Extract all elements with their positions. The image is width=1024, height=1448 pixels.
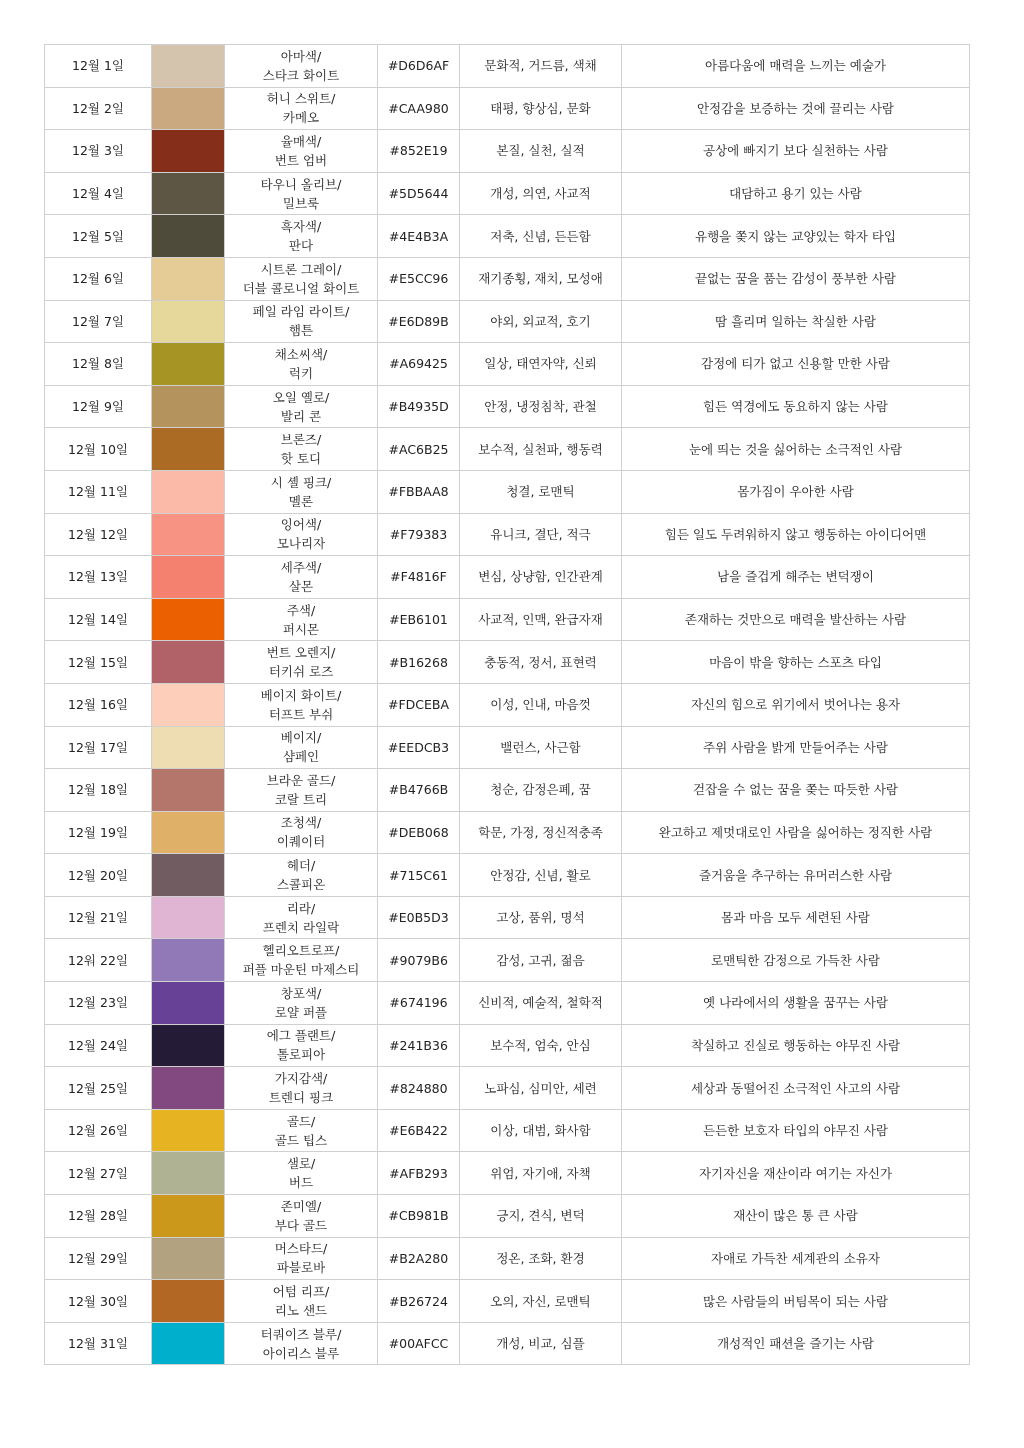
color-swatch	[152, 385, 225, 428]
keywords-cell: 보수적, 실천파, 행동력	[460, 428, 622, 471]
color-name-cell	[225, 939, 378, 982]
color-name-primary: 시 셸 핑크/	[270, 474, 332, 490]
date-cell: 12월 28일	[45, 1195, 152, 1238]
color-name-secondary: 살몬	[288, 578, 314, 594]
color-name-primary: 가지감색/	[274, 1071, 328, 1087]
color-name-cell	[225, 726, 378, 769]
hex-code-cell: #E6D89B	[378, 300, 460, 343]
color-name-cell	[225, 1024, 378, 1067]
color-name-cell	[225, 513, 378, 556]
color-name-secondary: 부다 골드	[274, 1217, 328, 1233]
color-swatch	[152, 1280, 225, 1323]
color-swatch	[152, 172, 225, 215]
color-name-cell	[225, 683, 378, 726]
date-cell: 12월 14일	[45, 598, 152, 641]
table-row	[45, 1195, 970, 1238]
keywords-cell: 고상, 품위, 명석	[460, 896, 622, 939]
keywords-cell: 청순, 감정은폐, 꿈	[460, 769, 622, 812]
description-cell: 세상과 동떨어진 소극적인 사고의 사람	[622, 1067, 970, 1110]
table-row	[45, 45, 970, 88]
table-row	[45, 172, 970, 215]
table-row	[45, 896, 970, 939]
hex-code-cell: #B16268	[378, 641, 460, 684]
date-cell: 12월 8일	[45, 343, 152, 386]
table-row	[45, 769, 970, 812]
color-swatch	[152, 1067, 225, 1110]
color-name-primary: 주색/	[286, 602, 316, 618]
hex-code-cell: #FBBAA8	[378, 470, 460, 513]
keywords-cell: 정온, 조화, 환경	[460, 1237, 622, 1280]
color-name-cell	[225, 300, 378, 343]
table-row	[45, 1280, 970, 1323]
table-row	[45, 1237, 970, 1280]
color-name-cell	[225, 172, 378, 215]
color-swatch	[152, 257, 225, 300]
date-cell: 12월 30일	[45, 1280, 152, 1323]
color-name-secondary: 스콜피온	[276, 877, 326, 893]
table-row	[45, 343, 970, 386]
table-row	[45, 87, 970, 130]
color-swatch	[152, 1322, 225, 1365]
color-swatch	[152, 896, 225, 939]
color-name-primary: 아마색/	[280, 48, 322, 64]
color-name-secondary: 카메오	[282, 110, 320, 126]
keywords-cell: 개성, 비교, 심플	[460, 1322, 622, 1365]
hex-code-cell: #B4766B	[378, 769, 460, 812]
description-cell: 든든한 보호자 타입의 야무진 사람	[622, 1109, 970, 1152]
date-cell: 12월 15일	[45, 641, 152, 684]
date-cell: 12월 3일	[45, 130, 152, 173]
table-row	[45, 257, 970, 300]
color-name-secondary: 이퀘이터	[276, 834, 326, 850]
color-name-primary: 터쿼이즈 블루/	[260, 1326, 342, 1342]
hex-code-cell: #00AFCC	[378, 1322, 460, 1365]
color-name-primary: 베이지/	[280, 730, 322, 746]
date-cell: 12월 13일	[45, 556, 152, 599]
description-cell: 아름다움에 매력을 느끼는 예술가	[622, 45, 970, 88]
date-cell: 12월 31일	[45, 1322, 152, 1365]
color-name-primary: 창포색/	[280, 985, 322, 1001]
description-cell: 즐거움을 추구하는 유머러스한 사람	[622, 854, 970, 897]
color-name-primary: 페일 라임 라이트/	[252, 304, 350, 320]
color-name-cell	[225, 982, 378, 1025]
keywords-cell: 개성, 의연, 사교적	[460, 172, 622, 215]
table-row	[45, 1152, 970, 1195]
color-swatch	[152, 939, 225, 982]
color-name-cell	[225, 854, 378, 897]
keywords-cell: 이성, 인내, 마음껏	[460, 683, 622, 726]
keywords-cell: 긍지, 견식, 변덕	[460, 1195, 622, 1238]
keywords-cell: 보수적, 엄숙, 안심	[460, 1024, 622, 1067]
color-name-secondary: 로얄 퍼플	[274, 1004, 328, 1020]
color-name-secondary: 파블로바	[276, 1260, 326, 1276]
color-name-cell	[225, 1152, 378, 1195]
color-name-cell	[225, 1237, 378, 1280]
color-name-cell	[225, 385, 378, 428]
color-name-cell	[225, 811, 378, 854]
keywords-cell: 오의, 자신, 로맨틱	[460, 1280, 622, 1323]
keywords-cell: 노파심, 심미안, 세련	[460, 1067, 622, 1110]
color-name-cell	[225, 257, 378, 300]
date-cell: 12월 26일	[45, 1109, 152, 1152]
description-cell: 마음이 밖을 향하는 스포츠 타입	[622, 641, 970, 684]
date-cell: 12월 17일	[45, 726, 152, 769]
hex-code-cell: #4E4B3A	[378, 215, 460, 258]
table-row	[45, 300, 970, 343]
table-row	[45, 1322, 970, 1365]
color-swatch	[152, 470, 225, 513]
hex-code-cell: #B4935D	[378, 385, 460, 428]
color-name-secondary: 스타크 화이트	[262, 67, 340, 83]
date-cell: 12월 25일	[45, 1067, 152, 1110]
color-name-secondary: 터키쉬 로즈	[268, 664, 334, 680]
keywords-cell: 저축, 신념, 든든함	[460, 215, 622, 258]
hex-code-cell: #A69425	[378, 343, 460, 386]
color-name-cell	[225, 641, 378, 684]
description-cell: 땀 흘리며 일하는 착실한 사람	[622, 300, 970, 343]
table-row	[45, 854, 970, 897]
color-name-primary: 헤더/	[286, 858, 316, 874]
description-cell: 주위 사람을 밝게 만들어주는 사람	[622, 726, 970, 769]
date-cell: 12월 6일	[45, 257, 152, 300]
description-cell: 감정에 티가 없고 신용할 만한 사람	[622, 343, 970, 386]
table-row	[45, 385, 970, 428]
description-cell: 착실하고 진실로 행동하는 야무진 사람	[622, 1024, 970, 1067]
color-name-primary: 베이지 화이트/	[260, 687, 342, 703]
keywords-cell: 문화적, 거드름, 색채	[460, 45, 622, 88]
color-name-primary: 세주색/	[280, 559, 322, 575]
table-row	[45, 598, 970, 641]
description-cell: 완고하고 제멋대로인 사람을 싫어하는 정직한 사람	[622, 811, 970, 854]
color-name-secondary: 퍼플 마운틴 마제스티	[242, 962, 360, 978]
color-name-primary: 번트 오렌지/	[266, 645, 336, 661]
description-cell: 힘든 일도 두려워하지 않고 행동하는 아이디어맨	[622, 513, 970, 556]
color-name-secondary: 판다	[288, 238, 314, 254]
color-name-secondary: 럭키	[288, 365, 314, 381]
hex-code-cell: #241B36	[378, 1024, 460, 1067]
date-cell: 12월 1일	[45, 45, 152, 88]
color-name-cell	[225, 1067, 378, 1110]
color-name-cell	[225, 1280, 378, 1323]
color-name-cell	[225, 470, 378, 513]
color-name-secondary: 발리 콘	[280, 408, 322, 424]
hex-code-cell: #E6B422	[378, 1109, 460, 1152]
color-swatch	[152, 982, 225, 1025]
hex-code-cell: #852E19	[378, 130, 460, 173]
color-name-primary: 채소씨색/	[274, 346, 328, 362]
date-cell: 12월 9일	[45, 385, 152, 428]
description-cell: 옛 나라에서의 생활을 꿈꾸는 사람	[622, 982, 970, 1025]
hex-code-cell: #E5CC96	[378, 257, 460, 300]
color-swatch	[152, 428, 225, 471]
date-cell: 12월 29일	[45, 1237, 152, 1280]
color-name-secondary: 모나리자	[276, 536, 326, 552]
date-cell: 12월 4일	[45, 172, 152, 215]
keywords-cell: 태평, 향상심, 문화	[460, 87, 622, 130]
description-cell: 많은 사람들의 버팀목이 되는 사람	[622, 1280, 970, 1323]
keywords-cell: 학문, 가정, 정신적충족	[460, 811, 622, 854]
color-name-primary: 타우니 올리브/	[260, 176, 342, 192]
date-cell: 12월 21일	[45, 896, 152, 939]
color-name-secondary: 퍼시몬	[282, 621, 320, 637]
color-name-secondary: 골드 팁스	[274, 1132, 328, 1148]
color-name-secondary: 햄튼	[288, 323, 314, 339]
date-cell: 12월 11일	[45, 470, 152, 513]
table-row	[45, 939, 970, 982]
table-row	[45, 470, 970, 513]
keywords-cell: 안정, 냉정침착, 관철	[460, 385, 622, 428]
color-name-primary: 리라/	[286, 900, 316, 916]
date-cell: 12월 20일	[45, 854, 152, 897]
hex-code-cell: #CB981B	[378, 1195, 460, 1238]
description-cell: 눈에 띄는 것을 싫어하는 소극적인 사람	[622, 428, 970, 471]
keywords-cell: 밸런스, 사근함	[460, 726, 622, 769]
color-name-primary: 존미엘/	[280, 1198, 322, 1214]
keywords-cell: 유니크, 결단, 적극	[460, 513, 622, 556]
table-row	[45, 215, 970, 258]
color-swatch	[152, 769, 225, 812]
color-name-primary: 어텀 리프/	[272, 1284, 330, 1300]
date-cell: 12월 16일	[45, 683, 152, 726]
hex-code-cell: #715C61	[378, 854, 460, 897]
keywords-cell: 이상, 대범, 화사함	[460, 1109, 622, 1152]
color-swatch	[152, 130, 225, 173]
hex-code-cell: #E0B5D3	[378, 896, 460, 939]
color-name-secondary: 더블 콜로니얼 화이트	[242, 280, 360, 296]
table-row	[45, 641, 970, 684]
description-cell: 존재하는 것만으로 매력을 발산하는 사람	[622, 598, 970, 641]
table-body	[45, 45, 970, 1365]
color-swatch	[152, 1152, 225, 1195]
keywords-cell: 신비적, 예술적, 철학적	[460, 982, 622, 1025]
keywords-cell: 사교적, 인맥, 완급자재	[460, 598, 622, 641]
description-cell: 재산이 많은 통 큰 사람	[622, 1195, 970, 1238]
hex-code-cell: #5D5644	[378, 172, 460, 215]
color-swatch	[152, 45, 225, 88]
hex-code-cell: #B2A280	[378, 1237, 460, 1280]
color-name-cell	[225, 215, 378, 258]
table-row	[45, 513, 970, 556]
color-name-secondary: 샴페인	[282, 749, 320, 765]
color-swatch	[152, 1195, 225, 1238]
keywords-cell: 위엄, 자기애, 자책	[460, 1152, 622, 1195]
color-name-cell	[225, 45, 378, 88]
color-name-cell	[225, 598, 378, 641]
color-name-primary: 조청색/	[280, 815, 322, 831]
color-name-cell	[225, 130, 378, 173]
color-table	[44, 44, 970, 1365]
color-swatch	[152, 1109, 225, 1152]
color-swatch	[152, 683, 225, 726]
description-cell: 자애로 가득찬 세계관의 소유자	[622, 1237, 970, 1280]
date-cell: 12월 18일	[45, 769, 152, 812]
keywords-cell: 감성, 고귀, 젊음	[460, 939, 622, 982]
color-name-primary: 시트론 그레이/	[260, 261, 342, 277]
keywords-cell: 안정감, 신념, 활로	[460, 854, 622, 897]
color-name-secondary: 코랄 트리	[274, 791, 328, 807]
hex-code-cell: #EEDCB3	[378, 726, 460, 769]
keywords-cell: 본질, 실천, 실적	[460, 130, 622, 173]
color-name-secondary: 리노 샌드	[274, 1303, 328, 1319]
description-cell: 자기자신을 재산이라 여기는 자신가	[622, 1152, 970, 1195]
description-cell: 남을 즐겁게 해주는 변덕쟁이	[622, 556, 970, 599]
keywords-cell: 일상, 태연자약, 신뢰	[460, 343, 622, 386]
keywords-cell: 충동적, 정서, 표현력	[460, 641, 622, 684]
color-swatch	[152, 215, 225, 258]
color-name-primary: 잉어색/	[280, 517, 322, 533]
color-name-secondary: 트렌디 핑크	[268, 1090, 334, 1106]
description-cell: 걷잡을 수 없는 꿈을 쫒는 따듯한 사람	[622, 769, 970, 812]
color-name-cell	[225, 87, 378, 130]
color-swatch	[152, 513, 225, 556]
color-name-cell	[225, 1109, 378, 1152]
table-row	[45, 683, 970, 726]
hex-code-cell: #D6D6AF	[378, 45, 460, 88]
date-cell: 12월 2일	[45, 87, 152, 130]
color-name-cell	[225, 556, 378, 599]
color-name-primary: 오일 옐로/	[272, 389, 330, 405]
color-name-primary: 율매색/	[280, 133, 322, 149]
table-row	[45, 726, 970, 769]
color-name-primary: 머스타드/	[274, 1241, 328, 1257]
color-name-primary: 흑자색/	[280, 219, 322, 235]
date-cell: 12월 10일	[45, 428, 152, 471]
date-cell: 12월 27일	[45, 1152, 152, 1195]
color-swatch	[152, 300, 225, 343]
description-cell: 대담하고 용기 있는 사람	[622, 172, 970, 215]
hex-code-cell: #AC6B25	[378, 428, 460, 471]
date-cell: 12월 5일	[45, 215, 152, 258]
table-row	[45, 130, 970, 173]
color-name-secondary: 터프트 부쉬	[268, 706, 334, 722]
hex-code-cell: #9079B6	[378, 939, 460, 982]
table-row	[45, 811, 970, 854]
color-name-cell	[225, 343, 378, 386]
description-cell: 안정감을 보증하는 것에 끌리는 사람	[622, 87, 970, 130]
hex-code-cell: #DEB068	[378, 811, 460, 854]
keywords-cell: 야외, 외교적, 호기	[460, 300, 622, 343]
color-name-secondary: 아이리스 블루	[262, 1345, 340, 1361]
color-name-primary: 에그 플랜트/	[266, 1028, 336, 1044]
hex-code-cell: #FDCEBA	[378, 683, 460, 726]
date-cell: 12월 7일	[45, 300, 152, 343]
color-name-secondary: 프렌치 라일락	[262, 919, 340, 935]
color-name-cell	[225, 1195, 378, 1238]
date-cell: 12월 24일	[45, 1024, 152, 1067]
date-cell: 12월 19일	[45, 811, 152, 854]
keywords-cell: 변심, 상냥함, 인간관계	[460, 556, 622, 599]
date-cell: 12워 22일	[45, 939, 152, 982]
hex-code-cell: #674196	[378, 982, 460, 1025]
color-name-cell	[225, 1322, 378, 1365]
description-cell: 유행을 쫒지 않는 교양있는 학자 타입	[622, 215, 970, 258]
hex-code-cell: #AFB293	[378, 1152, 460, 1195]
description-cell: 끝없는 꿈을 품는 감성이 풍부한 사람	[622, 257, 970, 300]
color-swatch	[152, 854, 225, 897]
hex-code-cell: #F79383	[378, 513, 460, 556]
hex-code-cell: #824880	[378, 1067, 460, 1110]
color-name-primary: 샐로/	[286, 1156, 316, 1172]
color-swatch	[152, 1237, 225, 1280]
keywords-cell: 청결, 로맨틱	[460, 470, 622, 513]
description-cell: 자신의 힘으로 위기에서 벗어나는 용자	[622, 683, 970, 726]
color-swatch	[152, 1024, 225, 1067]
color-name-secondary: 번트 엄버	[274, 152, 328, 168]
color-swatch	[152, 641, 225, 684]
color-name-cell	[225, 769, 378, 812]
description-cell: 몸과 마음 모두 세련된 사람	[622, 896, 970, 939]
color-name-secondary: 톨로피아	[276, 1047, 326, 1063]
color-name-secondary: 핫 토디	[280, 451, 322, 467]
color-swatch	[152, 87, 225, 130]
table-row	[45, 1024, 970, 1067]
date-cell: 12월 12일	[45, 513, 152, 556]
color-name-cell	[225, 428, 378, 471]
table-row	[45, 982, 970, 1025]
color-name-primary: 브라운 골드/	[266, 772, 336, 788]
hex-code-cell: #B26724	[378, 1280, 460, 1323]
color-swatch	[152, 598, 225, 641]
hex-code-cell: #EB6101	[378, 598, 460, 641]
color-name-secondary: 멜론	[288, 493, 314, 509]
table-row	[45, 556, 970, 599]
color-swatch	[152, 343, 225, 386]
color-name-primary: 헬리오트로프/	[262, 943, 340, 959]
description-cell: 몸가짐이 우아한 사람	[622, 470, 970, 513]
color-name-secondary: 버드	[288, 1175, 314, 1191]
color-swatch	[152, 811, 225, 854]
color-name-secondary: 밀브룩	[282, 195, 320, 211]
table-row	[45, 1067, 970, 1110]
table-row	[45, 428, 970, 471]
hex-code-cell: #F4816F	[378, 556, 460, 599]
description-cell: 공상에 빠지기 보다 실천하는 사람	[622, 130, 970, 173]
description-cell: 로맨틱한 감정으로 가득찬 사람	[622, 939, 970, 982]
description-cell: 개성적인 패션을 즐기는 사람	[622, 1322, 970, 1365]
color-name-primary: 브론즈/	[280, 432, 322, 448]
keywords-cell: 재기종횡, 재치, 모성애	[460, 257, 622, 300]
hex-code-cell: #CAA980	[378, 87, 460, 130]
description-cell: 힘든 역경에도 동요하지 않는 사람	[622, 385, 970, 428]
color-name-primary: 골드/	[286, 1113, 316, 1129]
color-name-cell	[225, 896, 378, 939]
color-name-primary: 허니 스위트/	[266, 91, 336, 107]
date-cell: 12월 23일	[45, 982, 152, 1025]
color-swatch	[152, 726, 225, 769]
table-row	[45, 1109, 970, 1152]
color-swatch	[152, 556, 225, 599]
